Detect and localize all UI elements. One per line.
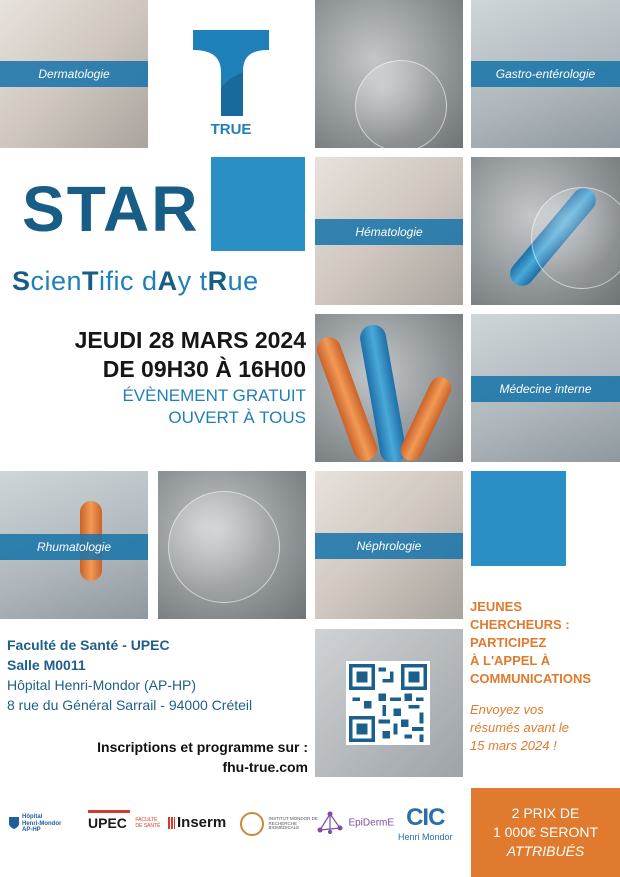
decorative-blue-square [211,157,305,251]
subtitle-part: R [207,266,228,296]
call-italic-line: 15 mars 2024 ! [470,738,557,753]
subtitle-part: T [82,266,100,296]
call-line: PARTICIPEZ [470,635,547,650]
rhumatologie-photo [0,471,148,619]
imrb-logo [240,812,318,836]
imrb-text: INSTITUT MONDOR DE RECHERCHE BIOMÉDICALE [268,815,318,831]
cic-logo [398,804,453,842]
bubble-photo-top [315,0,463,148]
upec-logo [88,810,163,833]
subtitle-part: y t [177,266,208,296]
venue-faculty: Faculté de Santé - UPEC [7,637,170,653]
cic-sub-text: Henri Mondor [398,832,453,842]
epiderme-network-icon [316,810,344,836]
gastro-photo [471,0,620,148]
prize-line: ATTRIBUÉS [506,842,585,859]
subtitle-part: cien [30,266,83,296]
subtitle-part: A [157,266,178,296]
call-line: JEUNES [470,599,523,614]
upec-text: UPEC [88,815,127,831]
registration-url[interactable]: fhu-true.com [222,759,308,775]
qr-code-tile [315,629,463,777]
nephrologie-label: Néphrologie [315,533,463,559]
inserm-mark-icon [168,817,175,829]
event-subtitle [12,266,259,297]
prize-box [471,788,620,877]
imrb-circle-icon [240,812,264,836]
subtitle-part: ue [227,266,259,296]
inserm-text: Inserm [177,814,227,831]
bubble-shape [168,491,280,603]
call-line: CHERCHEURS : [470,617,570,632]
henri-mondor-text: Hôpital [22,814,43,820]
epiderme-text: EpiDermE [348,817,395,829]
call-line: À L'APPEL À [470,653,551,668]
rod-photo-right [471,157,620,305]
true-logo [191,28,271,138]
nephrologie-photo [315,471,463,619]
medecine-photo [471,314,620,462]
inserm-logo [168,814,226,831]
event-free-line: ÉVÈNEMENT GRATUIT [122,386,306,405]
partner-logos [0,800,470,860]
orange-rod-shape [397,374,455,462]
upec-sub-text: FACULTÉ DE SANTÉ [135,817,161,829]
call-italic-line: Envoyez vos [470,702,544,717]
bubble-shape [531,187,620,289]
epiderme-logo [316,810,394,836]
hematologie-photo [315,157,463,305]
bubble-shape [355,60,447,148]
prize-line: 2 PRIX DE [511,805,580,822]
qr-code[interactable] [346,661,430,745]
cic-text: CIC [406,804,445,831]
rhumatologie-label: Rhumatologie [0,534,148,560]
prize-line: 1 000€ SERONT [492,824,599,841]
event-time: DE 09H30 À 16H00 [102,356,306,382]
medecine-label: Médecine interne [471,376,620,402]
dermatologie-photo [0,0,148,148]
gastro-label: Gastro-entérologie [471,61,620,87]
event-open-line: OUVERT À TOUS [168,408,306,427]
venue-room: Salle M0011 [7,657,86,673]
upec-stripe [88,810,130,813]
rods-photo-center [315,314,463,462]
bubble-photo-middle [158,471,306,619]
dermatologie-label: Dermatologie [0,61,148,87]
call-line: COMMUNICATIONS [470,671,592,686]
henri-mondor-text: Henri-Mondor [22,820,62,827]
henri-mondor-text: AP-HP [22,827,41,834]
subtitle-part: S [12,266,31,296]
venue-address: 8 rue du Général Sarrail - 94000 Créteil [7,697,253,713]
decorative-blue-square [471,471,566,566]
subtitle-part: ific d [99,266,158,296]
hematologie-label: Hématologie [315,219,463,245]
event-title: STAR [22,173,200,245]
call-italic-line: résumés avant le [470,720,569,735]
true-logo-mark-icon [191,28,271,118]
true-logo-text: TRUE [210,121,252,138]
venue-hospital: Hôpital Henri-Mondor (AP-HP) [7,677,197,693]
qr-code-icon [349,664,427,742]
event-date: JEUDI 28 MARS 2024 [74,327,306,353]
registration-label: Inscriptions et programme sur : [97,739,308,755]
henri-mondor-shield-icon [8,816,20,830]
